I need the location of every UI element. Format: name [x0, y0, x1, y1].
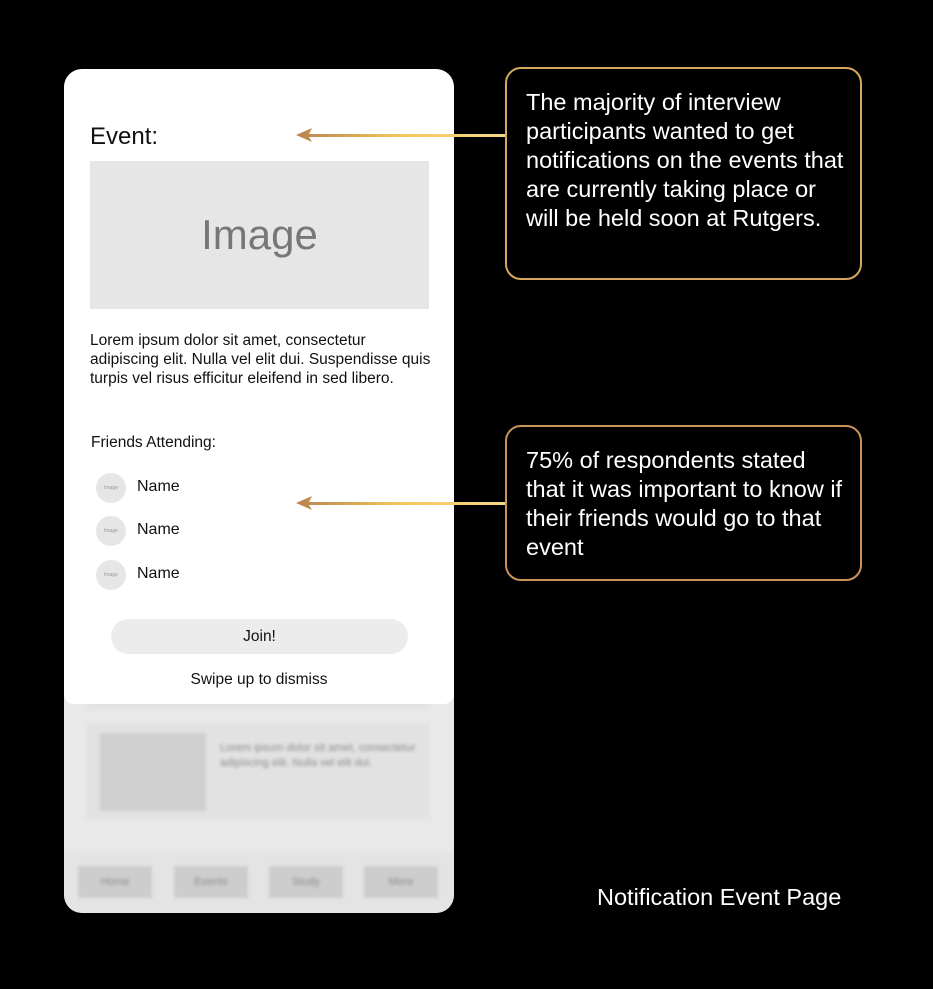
event-description: Lorem ipsum dolor sit amet, consectetur adipiscing elit. Nulla vel elit dui. Suspendisse quis turpis vel risus efficitur eleifend in sed libero. [90, 332, 431, 387]
swipe-dismiss-hint: Swipe up to dismiss [190, 671, 328, 688]
friend-item[interactable] [96, 473, 296, 503]
friends-attending-label: Friends Attending: [91, 434, 216, 451]
friend-name: Name [137, 478, 180, 495]
event-image-placeholder: Image [90, 161, 429, 309]
page-caption: Notification Event Page [597, 884, 842, 910]
nav-home-button[interactable]: Home [78, 866, 152, 898]
avatar: Image [96, 516, 126, 546]
background-event-card [86, 723, 430, 819]
friend-item[interactable] [96, 560, 296, 590]
phone-mockup [64, 69, 454, 913]
annotation-callout-friends: 75% of respondents stated that it was important to know if their friends would go to that event [505, 425, 862, 581]
annotation-arrow-1 [290, 124, 510, 146]
background-card-image [100, 733, 206, 811]
friend-name: Name [137, 521, 180, 538]
avatar: Image [96, 560, 126, 590]
friend-item[interactable] [96, 516, 296, 546]
bottom-nav [64, 852, 454, 913]
avatar: Image [96, 473, 126, 503]
nav-more-button[interactable]: More [364, 866, 438, 898]
annotation-arrow-2 [290, 492, 510, 514]
friend-name: Name [137, 565, 180, 582]
annotation-callout-notifications: The majority of interview participants wanted to get notifications on the events that are currently taking place or will be held soon at Rutgers. [505, 67, 862, 280]
event-notification-sheet[interactable] [64, 69, 454, 704]
nav-study-button[interactable]: Study [269, 866, 343, 898]
background-card-text: Lorem ipsum dolor sit amet, consectetur adipiscing elit. Nulla vel elit dui. [220, 742, 416, 769]
event-title: Event: [90, 123, 159, 150]
join-button[interactable]: Join! [111, 619, 408, 654]
nav-events-button[interactable]: Events [174, 866, 248, 898]
